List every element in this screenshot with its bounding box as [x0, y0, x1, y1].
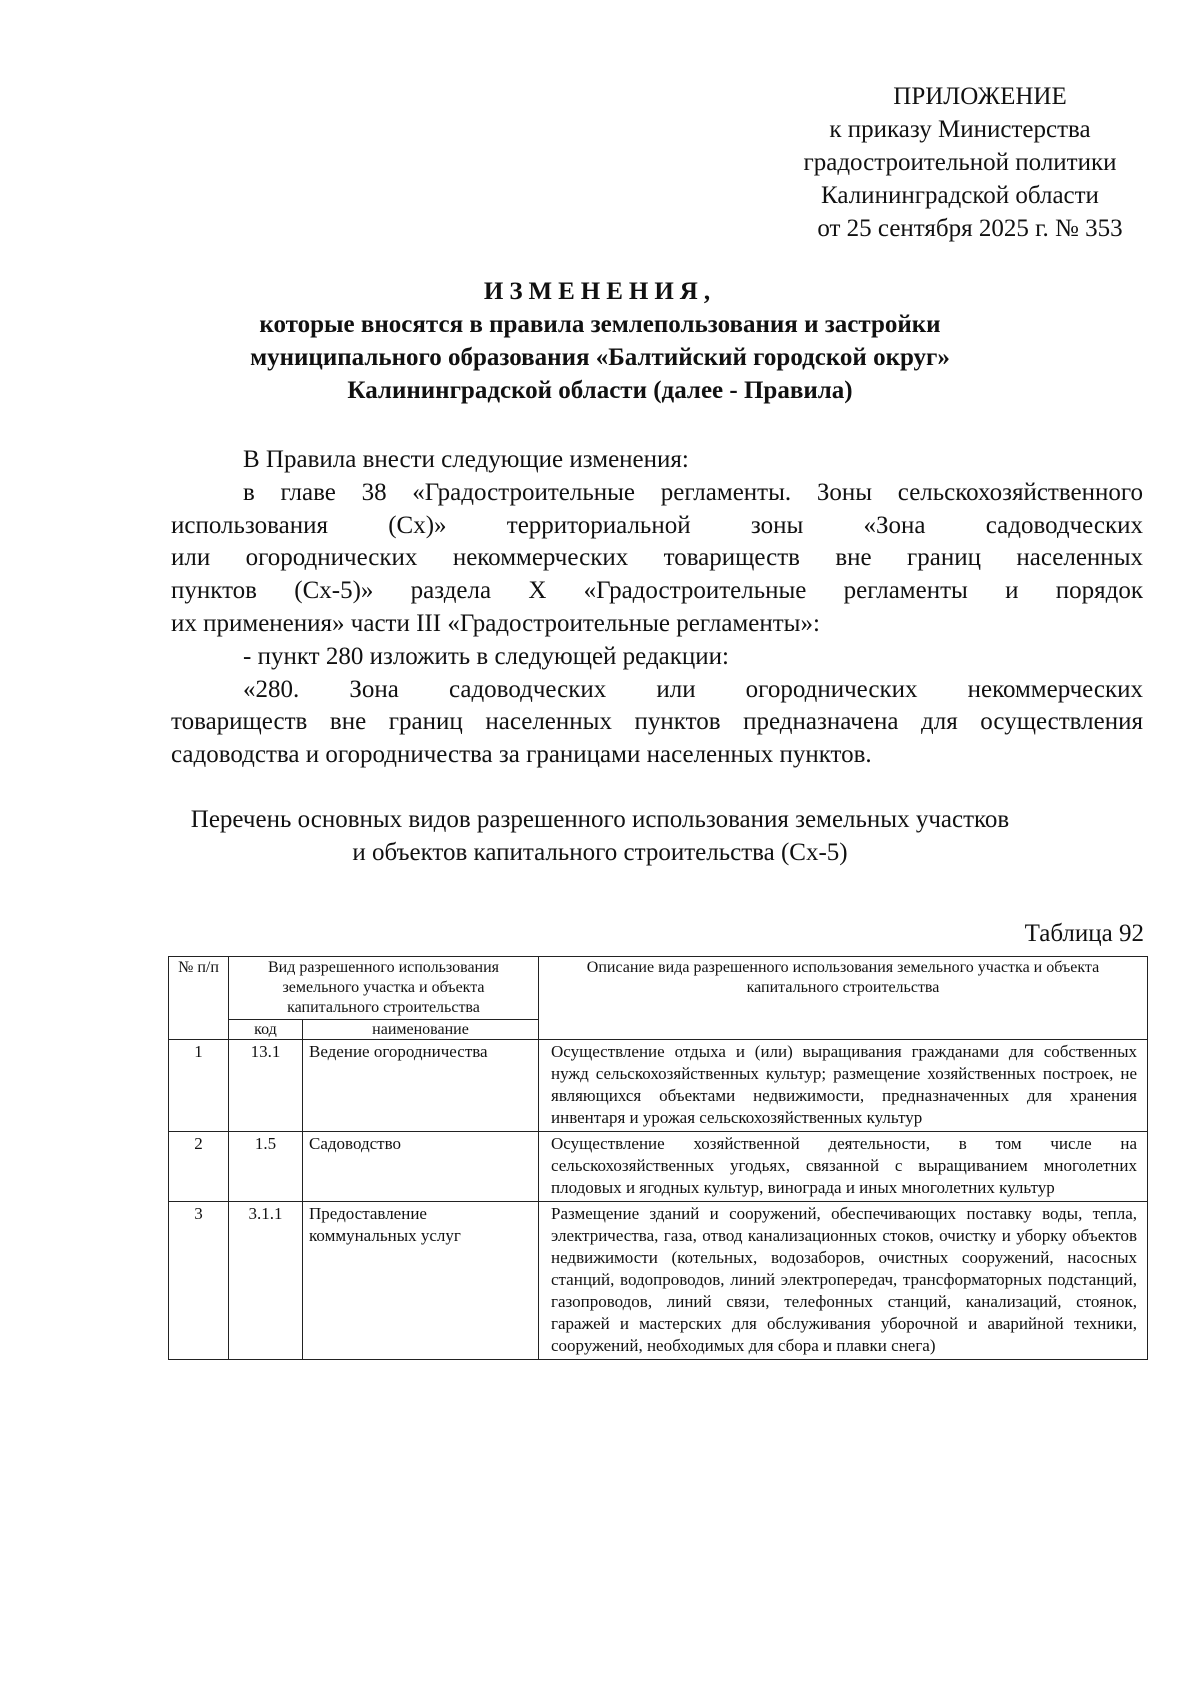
row-name: Предоставление коммунальных услуг	[303, 1202, 539, 1360]
table-header-row	[169, 957, 1148, 1020]
header-code: код	[229, 1020, 303, 1040]
header-desc: Описание вида разрешенного использования земельного участка и объекта капитального строительства	[539, 957, 1148, 1040]
item-paragraph: - пункт 280 изложить в следующей редакции:	[243, 642, 729, 670]
table-row	[169, 1202, 1148, 1360]
p280-paragraph	[171, 674, 1143, 772]
list-heading	[130, 803, 1070, 869]
row-code: 13.1	[229, 1040, 303, 1132]
document-subtitle-line: Калининградской области (далее - Правила)	[347, 377, 853, 404]
row-code: 1.5	[229, 1132, 303, 1202]
appendix-block	[720, 80, 1200, 245]
chapter-line: использования (Сх)» территориальной зоны «Зона садоводческих	[171, 511, 1143, 539]
document-heading	[130, 275, 1070, 407]
list-heading-line: и объектов капитального строительства (Сх-5)	[352, 839, 848, 866]
p280-line: садоводства и огородничества за границами населенных пунктов.	[171, 741, 872, 769]
chapter-line: или огороднических некоммерческих товариществ вне границ населенных	[171, 544, 1143, 572]
row-code: 3.1.1	[229, 1202, 303, 1360]
row-description: Размещение зданий и сооружений, обеспечивающих поставку воды, тепла, электричества, газа, отвод канализационных стоков, очистку и уборку объектов недвижимости (котельных, водозаборов, очистных сооружений, насосных станций, водопроводов, линий электропередач, трансформаторных подстанций, газопроводов, линий связи, телефонных станций, канализаций, стоянок, гаражей и мастерских для обслуживания уборочной и аварийной техники, сооружений, необходимых для сбора и плавки снега)	[539, 1202, 1148, 1360]
chapter-line: их применения» части III «Градостроительные регламенты»:	[171, 609, 820, 637]
list-heading-line: Перечень основных видов разрешенного использования земельных участков	[190, 806, 1010, 833]
document-title: ИЗМЕНЕНИЯ,	[483, 278, 717, 305]
row-name: Садоводство	[303, 1132, 539, 1202]
document-subtitle-line: которые вносятся в правила землепользования и застройки	[259, 311, 941, 338]
p280-line: товариществ вне границ населенных пунктов предназначена для осуществления	[171, 708, 1143, 736]
appendix-order-date: от 25 сентября 2025 г. № 353	[817, 215, 1123, 242]
row-description: Осуществление отдыха и (или) выращивания гражданами для собственных нужд сельскохозяйственных культур; размещение хозяйственных построек, не являющихся объектами недвижимости, предназначенных для хранения инвентаря и урожая сельскохозяйственных культур	[539, 1040, 1148, 1132]
appendix-title: ПРИЛОЖЕНИЕ	[893, 83, 1067, 110]
document-subtitle-line: муниципального образования «Балтийский городской округ»	[250, 344, 950, 371]
chapter-line: в главе 38 «Градостроительные регламенты. Зоны сельскохозяйственного	[243, 478, 1143, 506]
row-description: Осуществление хозяйственной деятельности, в том числе на сельскохозяйственных угодьях, связанной с выращиванием многолетних плодовых и ягодных культур, винограда и иных многолетних культур	[539, 1132, 1148, 1202]
row-num: 1	[169, 1040, 229, 1132]
appendix-line: к приказу Министерства	[829, 116, 1091, 143]
appendix-line: Калининградской области	[821, 182, 1099, 209]
row-name: Ведение огородничества	[303, 1040, 539, 1132]
header-kind: Вид разрешенного использования земельного участка и объекта капитального строительства	[229, 957, 539, 1020]
chapter-line: пунктов (Сх-5)» раздела X «Градостроительные регламенты и порядок	[171, 577, 1143, 605]
intro-paragraph: В Правила внести следующие изменения:	[243, 446, 689, 473]
chapter-paragraph	[171, 477, 1143, 641]
table-row	[169, 1132, 1148, 1202]
appendix-line: градостроительной политики	[803, 149, 1117, 176]
document-body	[171, 444, 1143, 772]
header-num: № п/п	[169, 957, 229, 1040]
row-num: 3	[169, 1202, 229, 1360]
row-num: 2	[169, 1132, 229, 1202]
table-row	[169, 1040, 1148, 1132]
p280-line: «280. Зона садоводческих или огороднических некоммерческих	[243, 675, 1143, 703]
header-name: наименование	[303, 1020, 539, 1040]
table-label: Таблица 92	[1024, 920, 1144, 947]
permitted-use-table	[168, 956, 1148, 1360]
